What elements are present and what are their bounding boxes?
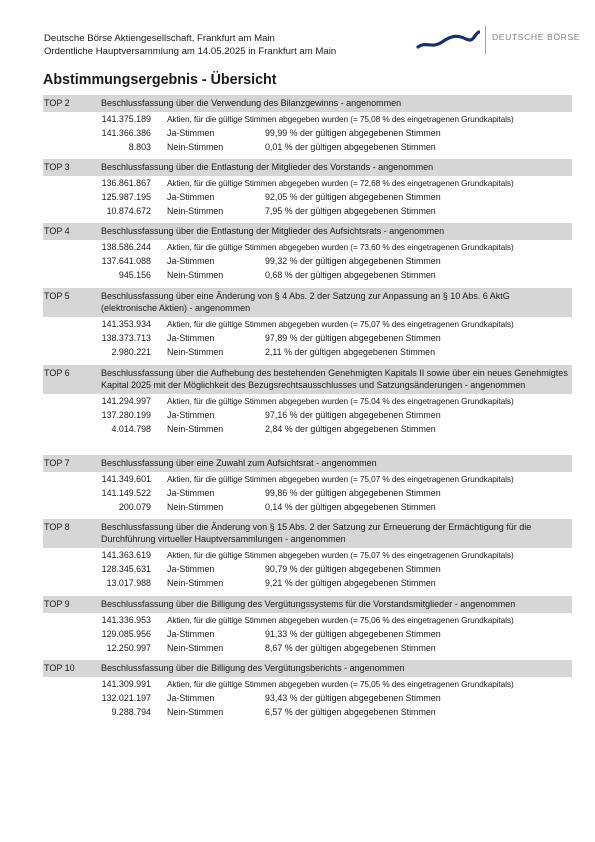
- yes-votes-label: Ja-Stimmen: [167, 256, 215, 266]
- yes-votes-count: 141.366.386: [101, 128, 151, 138]
- valid-votes-count: 141.363.619: [101, 550, 151, 560]
- agenda-item: [43, 596, 572, 655]
- agenda-item-number: TOP 5: [44, 291, 70, 301]
- yes-votes-percent: 97,89 % der gültigen abgegebenen Stimmen: [265, 333, 441, 343]
- valid-votes-count: 138.586.244: [101, 242, 151, 252]
- agenda-item-header: [43, 660, 572, 677]
- no-votes-row: [43, 500, 572, 514]
- agenda-item: [43, 95, 572, 154]
- page-title: Abstimmungsergebnis - Übersicht: [43, 72, 277, 88]
- company-line: Deutsche Börse Aktiengesellschaft, Frankfurt am Main: [44, 33, 275, 44]
- valid-votes-count: 141.294.997: [101, 396, 151, 406]
- yes-votes-count: 132.021.197: [101, 693, 151, 703]
- yes-votes-row: [43, 627, 572, 641]
- agenda-item-number: TOP 3: [44, 162, 70, 172]
- no-votes-row: [43, 705, 572, 719]
- valid-votes-count: 141.375.189: [101, 114, 151, 124]
- agenda-item: [43, 223, 572, 282]
- no-votes-row: [43, 140, 572, 154]
- no-votes-count: 13.017.988: [106, 578, 151, 588]
- yes-votes-label: Ja-Stimmen: [167, 192, 215, 202]
- agenda-item-description: Beschlussfassung über eine Zuwahl zum Aufsichtsrat - angenommen: [101, 458, 377, 468]
- valid-votes-text: Aktien, für die gültige Stimmen abgegeben wurden (= 75,04 % des eingetragenen Grundkapitals): [167, 396, 514, 406]
- agenda-item-description: Beschlussfassung über die Entlastung der Mitglieder des Aufsichtsrats - angenommen: [101, 226, 445, 236]
- agenda-item-number: TOP 2: [44, 98, 70, 108]
- agenda-item-description: Beschlussfassung über die Aufhebung des bestehenden Genehmigten Kapitals II sowie über ein neues Genehmigtes Kapital 2025 mit der Möglichkeit des Bezugsrechtsausschlusses und Satzungsänderungen - angenommen: [101, 368, 568, 390]
- valid-votes-row: [43, 317, 572, 331]
- yes-votes-percent: 91,33 % der gültigen abgegebenen Stimmen: [265, 629, 441, 639]
- yes-votes-label: Ja-Stimmen: [167, 128, 215, 138]
- valid-votes-text: Aktien, für die gültige Stimmen abgegeben wurden (= 75,07 % des eingetragenen Grundkapitals): [167, 474, 514, 484]
- yes-votes-count: 137.641.088: [101, 256, 151, 266]
- no-votes-row: [43, 345, 572, 359]
- valid-votes-count: 136.861.867: [101, 178, 151, 188]
- agenda-item-header: [43, 288, 572, 317]
- no-votes-count: 945.156: [118, 270, 151, 280]
- agenda-item-description: Beschlussfassung über eine Änderung von § 4 Abs. 2 der Satzung zur Anpassung an § 10 Abs. 6 AktG (elektronische Aktien) - angenommen: [101, 291, 510, 313]
- valid-votes-count: 141.309.991: [101, 679, 151, 689]
- agenda-item-header: [43, 223, 572, 240]
- agenda-item-number: TOP 10: [44, 663, 75, 673]
- no-votes-percent: 0,68 % der gültigen abgegebenen Stimmen: [265, 270, 436, 280]
- yes-votes-percent: 99,32 % der gültigen abgegebenen Stimmen: [265, 256, 441, 266]
- yes-votes-label: Ja-Stimmen: [167, 333, 215, 343]
- agenda-item-header: [43, 95, 572, 112]
- no-votes-percent: 0,01 % der gültigen abgegebenen Stimmen: [265, 142, 436, 152]
- agenda-item-header: [43, 455, 572, 472]
- agenda-item-number: TOP 8: [44, 522, 70, 532]
- valid-votes-row: [43, 394, 572, 408]
- yes-votes-percent: 97,16 % der gültigen abgegebenen Stimmen: [265, 410, 441, 420]
- valid-votes-row: [43, 112, 572, 126]
- wave-logo-icon: [416, 30, 480, 52]
- agenda-item-description: Beschlussfassung über die Billigung des Vergütungsberichts - angenommen: [101, 663, 405, 673]
- agenda-item-number: TOP 9: [44, 599, 70, 609]
- agenda-item: [43, 519, 572, 590]
- agenda-item-header: [43, 365, 572, 394]
- no-votes-label: Nein-Stimmen: [167, 270, 224, 280]
- yes-votes-row: [43, 126, 572, 140]
- agenda-item-header: [43, 596, 572, 613]
- yes-votes-percent: 99,99 % der gültigen abgegebenen Stimmen: [265, 128, 441, 138]
- valid-votes-row: [43, 176, 572, 190]
- no-votes-label: Nein-Stimmen: [167, 142, 224, 152]
- no-votes-percent: 8,67 % der gültigen abgegebenen Stimmen: [265, 643, 436, 653]
- no-votes-row: [43, 641, 572, 655]
- no-votes-row: [43, 268, 572, 282]
- valid-votes-count: 141.336.953: [101, 615, 151, 625]
- yes-votes-label: Ja-Stimmen: [167, 564, 215, 574]
- yes-votes-percent: 99,86 % der gültigen abgegebenen Stimmen: [265, 488, 441, 498]
- no-votes-count: 9.288.794: [111, 707, 151, 717]
- no-votes-count: 200.079: [118, 502, 151, 512]
- valid-votes-row: [43, 240, 572, 254]
- agenda-item: [43, 159, 572, 218]
- agenda-item-header: [43, 519, 572, 548]
- yes-votes-count: 129.085.956: [101, 629, 151, 639]
- agenda-item-header: [43, 159, 572, 176]
- agenda-item: [43, 365, 572, 436]
- deutsche-boerse-logo: [416, 26, 581, 56]
- no-votes-count: 12.250.997: [106, 643, 151, 653]
- yes-votes-row: [43, 190, 572, 204]
- yes-votes-count: 137.280.199: [101, 410, 151, 420]
- no-votes-percent: 2,84 % der gültigen abgegebenen Stimmen: [265, 424, 436, 434]
- valid-votes-text: Aktien, für die gültige Stimmen abgegeben wurden (= 75,07 % des eingetragenen Grundkapitals): [167, 550, 514, 560]
- meeting-line: Ordentliche Hauptversammlung am 14.05.2025 in Frankfurt am Main: [44, 46, 337, 57]
- agenda-item: [43, 660, 572, 719]
- no-votes-label: Nein-Stimmen: [167, 643, 224, 653]
- valid-votes-count: 141.353.934: [101, 319, 151, 329]
- no-votes-count: 10.874.672: [106, 206, 151, 216]
- valid-votes-row: [43, 613, 572, 627]
- no-votes-label: Nein-Stimmen: [167, 578, 224, 588]
- no-votes-row: [43, 576, 572, 590]
- no-votes-row: [43, 422, 572, 436]
- valid-votes-text: Aktien, für die gültige Stimmen abgegeben wurden (= 75,07 % des eingetragenen Grundkapitals): [167, 319, 514, 329]
- yes-votes-label: Ja-Stimmen: [167, 488, 215, 498]
- logo-separator: [485, 26, 486, 54]
- no-votes-percent: 0,14 % der gültigen abgegebenen Stimmen: [265, 502, 436, 512]
- no-votes-label: Nein-Stimmen: [167, 206, 224, 216]
- yes-votes-count: 141.149.522: [101, 488, 151, 498]
- yes-votes-percent: 92,05 % der gültigen abgegebenen Stimmen: [265, 192, 441, 202]
- yes-votes-row: [43, 691, 572, 705]
- valid-votes-text: Aktien, für die gültige Stimmen abgegeben wurden (= 75,08 % des eingetragenen Grundkapitals): [167, 114, 514, 124]
- no-votes-label: Nein-Stimmen: [167, 502, 224, 512]
- valid-votes-text: Aktien, für die gültige Stimmen abgegeben wurden (= 73,60 % des eingetragenen Grundkapitals): [167, 242, 514, 252]
- agenda-item-number: TOP 6: [44, 368, 70, 378]
- valid-votes-row: [43, 472, 572, 486]
- yes-votes-label: Ja-Stimmen: [167, 693, 215, 703]
- yes-votes-label: Ja-Stimmen: [167, 629, 215, 639]
- no-votes-count: 8.803: [128, 142, 151, 152]
- yes-votes-row: [43, 254, 572, 268]
- valid-votes-text: Aktien, für die gültige Stimmen abgegeben wurden (= 75,06 % des eingetragenen Grundkapitals): [167, 615, 514, 625]
- no-votes-row: [43, 204, 572, 218]
- yes-votes-row: [43, 562, 572, 576]
- agenda-item-number: TOP 4: [44, 226, 70, 236]
- yes-votes-label: Ja-Stimmen: [167, 410, 215, 420]
- agenda-item: [43, 455, 572, 514]
- no-votes-label: Nein-Stimmen: [167, 707, 224, 717]
- valid-votes-text: Aktien, für die gültige Stimmen abgegeben wurden (= 72,68 % des eingetragenen Grundkapitals): [167, 178, 514, 188]
- no-votes-label: Nein-Stimmen: [167, 424, 224, 434]
- no-votes-percent: 2,11 % der gültigen abgegebenen Stimmen: [265, 347, 436, 357]
- yes-votes-count: 138.373.713: [101, 333, 151, 343]
- yes-votes-percent: 93,43 % der gültigen abgegebenen Stimmen: [265, 693, 441, 703]
- logo-text: DEUTSCHE BÖRSE: [492, 32, 581, 42]
- yes-votes-row: [43, 331, 572, 345]
- agenda-item: [43, 288, 572, 359]
- agenda-item-description: Beschlussfassung über die Entlastung der Mitglieder des Vorstands - angenommen: [101, 162, 434, 172]
- valid-votes-row: [43, 548, 572, 562]
- no-votes-percent: 6,57 % der gültigen abgegebenen Stimmen: [265, 707, 436, 717]
- agenda-item-description: Beschlussfassung über die Verwendung des Bilanzgewinns - angenommen: [101, 98, 402, 108]
- yes-votes-row: [43, 408, 572, 422]
- agenda-item-description: Beschlussfassung über die Änderung von § 15 Abs. 2 der Satzung zur Erneuerung der Ermächtigung für die Durchführung virtueller Hauptversammlungen - angenommen: [101, 522, 532, 544]
- yes-votes-row: [43, 486, 572, 500]
- valid-votes-text: Aktien, für die gültige Stimmen abgegeben wurden (= 75,05 % des eingetragenen Grundkapitals): [167, 679, 514, 689]
- agenda-item-description: Beschlussfassung über die Billigung des Vergütungssystems für die Vorstandsmitglieder - angenommen: [101, 599, 516, 609]
- no-votes-percent: 9,21 % der gültigen abgegebenen Stimmen: [265, 578, 436, 588]
- yes-votes-percent: 90,79 % der gültigen abgegebenen Stimmen: [265, 564, 441, 574]
- no-votes-count: 4.014.798: [111, 424, 151, 434]
- valid-votes-row: [43, 677, 572, 691]
- valid-votes-count: 141.349.601: [101, 474, 151, 484]
- document-header: [44, 32, 336, 58]
- no-votes-percent: 7,95 % der gültigen abgegebenen Stimmen: [265, 206, 436, 216]
- agenda-item-number: TOP 7: [44, 458, 70, 468]
- no-votes-count: 2.980.221: [111, 347, 151, 357]
- no-votes-label: Nein-Stimmen: [167, 347, 224, 357]
- yes-votes-count: 125.987.195: [101, 192, 151, 202]
- yes-votes-count: 128.345.631: [101, 564, 151, 574]
